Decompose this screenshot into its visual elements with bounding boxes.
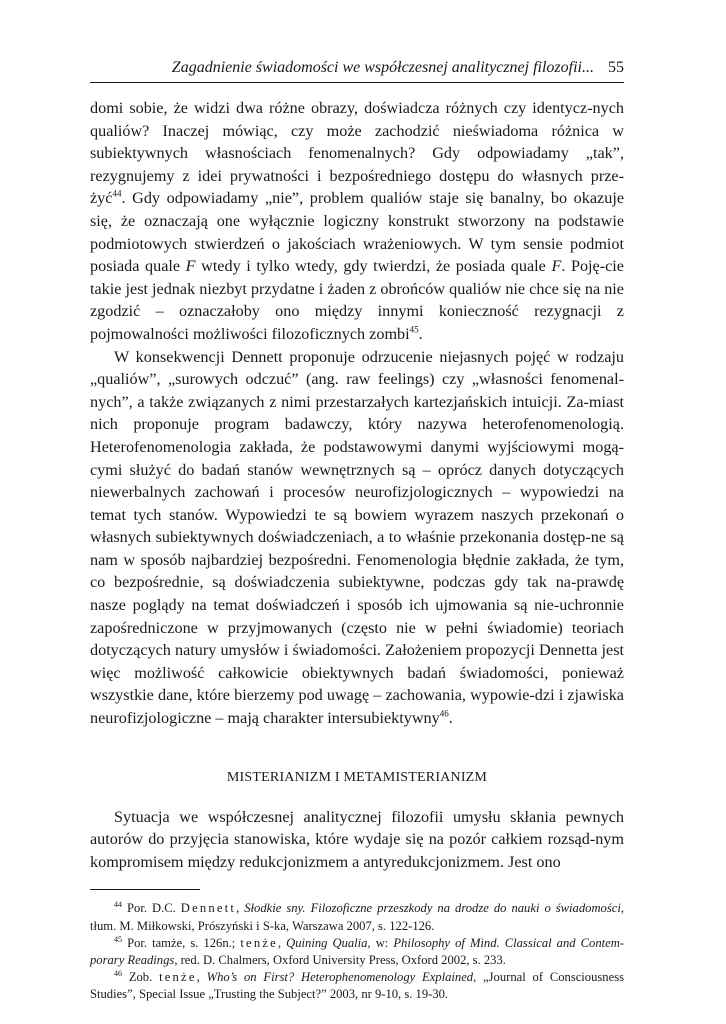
main-text: [90, 97, 624, 873]
paragraph-2-text-b: .: [448, 709, 453, 728]
footnote-46-sep: ,: [196, 970, 207, 985]
footnote-46-number: 46: [114, 969, 122, 979]
footnote-46-pre: Zob.: [128, 970, 160, 985]
footnote-ref-45[interactable]: 45: [409, 324, 419, 335]
paragraph-1-text-b: . Gdy odpowiadamy „nie”, problem qualiów staje się banalny, bo okazuje się, że oznaczają one wyłącznie logiczny konstrukt stworzony na podstawie podmiotowych stwierdzeń o jakościach wrażeniowych. W tym sensie podmiot posiada quale: [90, 189, 624, 276]
footnote-44-number: 44: [114, 900, 122, 910]
book-page: [90, 58, 624, 1004]
section-heading: MISTERIANIZM I METAMISTERIANIZM: [226, 769, 488, 785]
page-number: 55: [608, 59, 624, 76]
footnote-46-author: tenże: [159, 970, 197, 985]
footnote-45-mid: , w:: [367, 935, 394, 950]
variable-f-1: F: [185, 257, 196, 276]
footnote-45-title2: Philosophy of Mind. Classical and Contem-porary Readings: [90, 935, 624, 968]
paragraph-2-text-a: W konsekwencji Dennett proponuje odrzucenie niejasnych pojęć w rodzaju „qualiów”, „surowych odczuć” (ang. raw feelings) czy „własności fenomenal-nych”, a także związanych z nimi przestarzałych kartezjańskich intuicji. Za-miast nich proponuje program badawczy, który nazywa heterofenomenologią. Heterofenomenologia zakłada, że podstawowymi danymi wyjściowymi mogą-cymi służyć do badań stanów wewnętrznych są – oprócz danych dotyczących niewerbalnych zachowań i procesów neurofizjologicznych – wypowiedzi na temat tych stanów. Wypowiedzi te są bowiem wyrazem naszych przekonań o własnych subiektywnych doświadczeniach, a to właśnie przekonania dostęp-ne są nam w sposób najbardziej bezpośredni. Fenomenologia błędnie zakłada, że tym, co bezpośrednie, są doświadczenia subiektywne, podczas gdy tak na-prawdę nasze poglądy na temat doświadczeń i sposób ich ujmowania są nie-uchronnie zapośredniczone w przyjmowanych (często nie w pełni świadomie) teoriach dotyczących natury umysłów i świadomości. Założeniem propozycji Dennetta jest więc możliwość całkowicie obiektywnych badań świadomości, ponieważ wszystkie dane, które bierzemy pod uwagę – zachowania, wypowie-dzi i zjawiska neurofizjologiczne – mają charakter intersubiektywny: [90, 347, 624, 728]
footnote-44-post: , tłum. M. Miłkowski, Prószyński i S-ka, Warszawa 2007, s. 122-126.: [90, 901, 624, 933]
footnote-45: [90, 935, 624, 969]
footnote-46-post: , „Journal of Consciousness Studies”, Special Issue „Trusting the Subject?” 2003, nr 9-10, s. 19-30.: [90, 970, 624, 1002]
footnote-44-author: Dennett: [180, 901, 237, 916]
footnote-45-number: 45: [114, 934, 122, 944]
footnote-46-title: Who’s on First? Heterophenomenology Explained: [206, 970, 474, 985]
paragraph-2: [90, 346, 624, 730]
paragraph-1-text-a: domi sobie, że widzi dwa różne obrazy, doświadcza różnych czy identycz-nych qualiów? Inaczej mówiąc, czy może zachodzić nieświadoma różnica w subiektywnych własnościach fenomenalnych? Gdy odpowiadamy „tak”, rezygnujemy z idei prywatności i bezpośredniego dostępu do własnych prze-żyć: [90, 99, 624, 208]
footnote-44-title: Słodkie sny. Filozoficzne przeszkody na drodze do nauki o świadomości: [244, 901, 621, 916]
footnote-ref-46[interactable]: 46: [439, 708, 449, 719]
footnote-44-pre: Por. D.C.: [127, 901, 181, 916]
paragraph-1: [90, 97, 624, 346]
paragraph-1-text-c: wtedy i tylko wtedy, gdy twierdzi, że posiada quale: [195, 257, 552, 276]
running-title: Zagadnienie świadomości we współczesnej analitycznej filozofii...: [171, 59, 594, 76]
footnote-45-title: Quining Qualia: [286, 935, 368, 950]
footnote-44: [90, 900, 624, 934]
footnotes: [90, 900, 624, 1003]
footnote-46: [90, 969, 624, 1003]
footnote-45-pre: Por. tamże, s. 126n.;: [127, 935, 241, 950]
footnote-45-author: tenże: [240, 935, 278, 950]
running-head: [90, 58, 624, 83]
footnote-44-sep: ,: [236, 901, 245, 916]
paragraph-1-text-e: .: [418, 324, 423, 343]
paragraph-3: Sytuacja we współczesnej analitycznej filozofii umysłu skłania pewnych autorów do przyjęcia stanowiska, które wydaje się na pozór całkiem rozsąd-nym kompromisem między redukcjonizmem a antyredukcjonizmem. Jest ono: [90, 807, 624, 871]
footnote-divider: [90, 889, 200, 890]
footnote-45-post: , red. D. Chalmers, Oxford University Press, Oxford 2002, s. 233.: [174, 953, 506, 968]
footnote-45-sep: ,: [277, 935, 287, 950]
footnote-ref-44[interactable]: 44: [112, 188, 122, 199]
paragraph-1-text-d: . Poję-cie takie jest jednak niezbyt przydatne i żaden z obrońców qualiów nie chce się na nie zgodzić – oznaczałoby ono między innymi konieczność rezygnacji z pojmowalności możliwości filozoficznych zombi: [90, 257, 624, 343]
variable-f-2: F: [551, 257, 562, 276]
